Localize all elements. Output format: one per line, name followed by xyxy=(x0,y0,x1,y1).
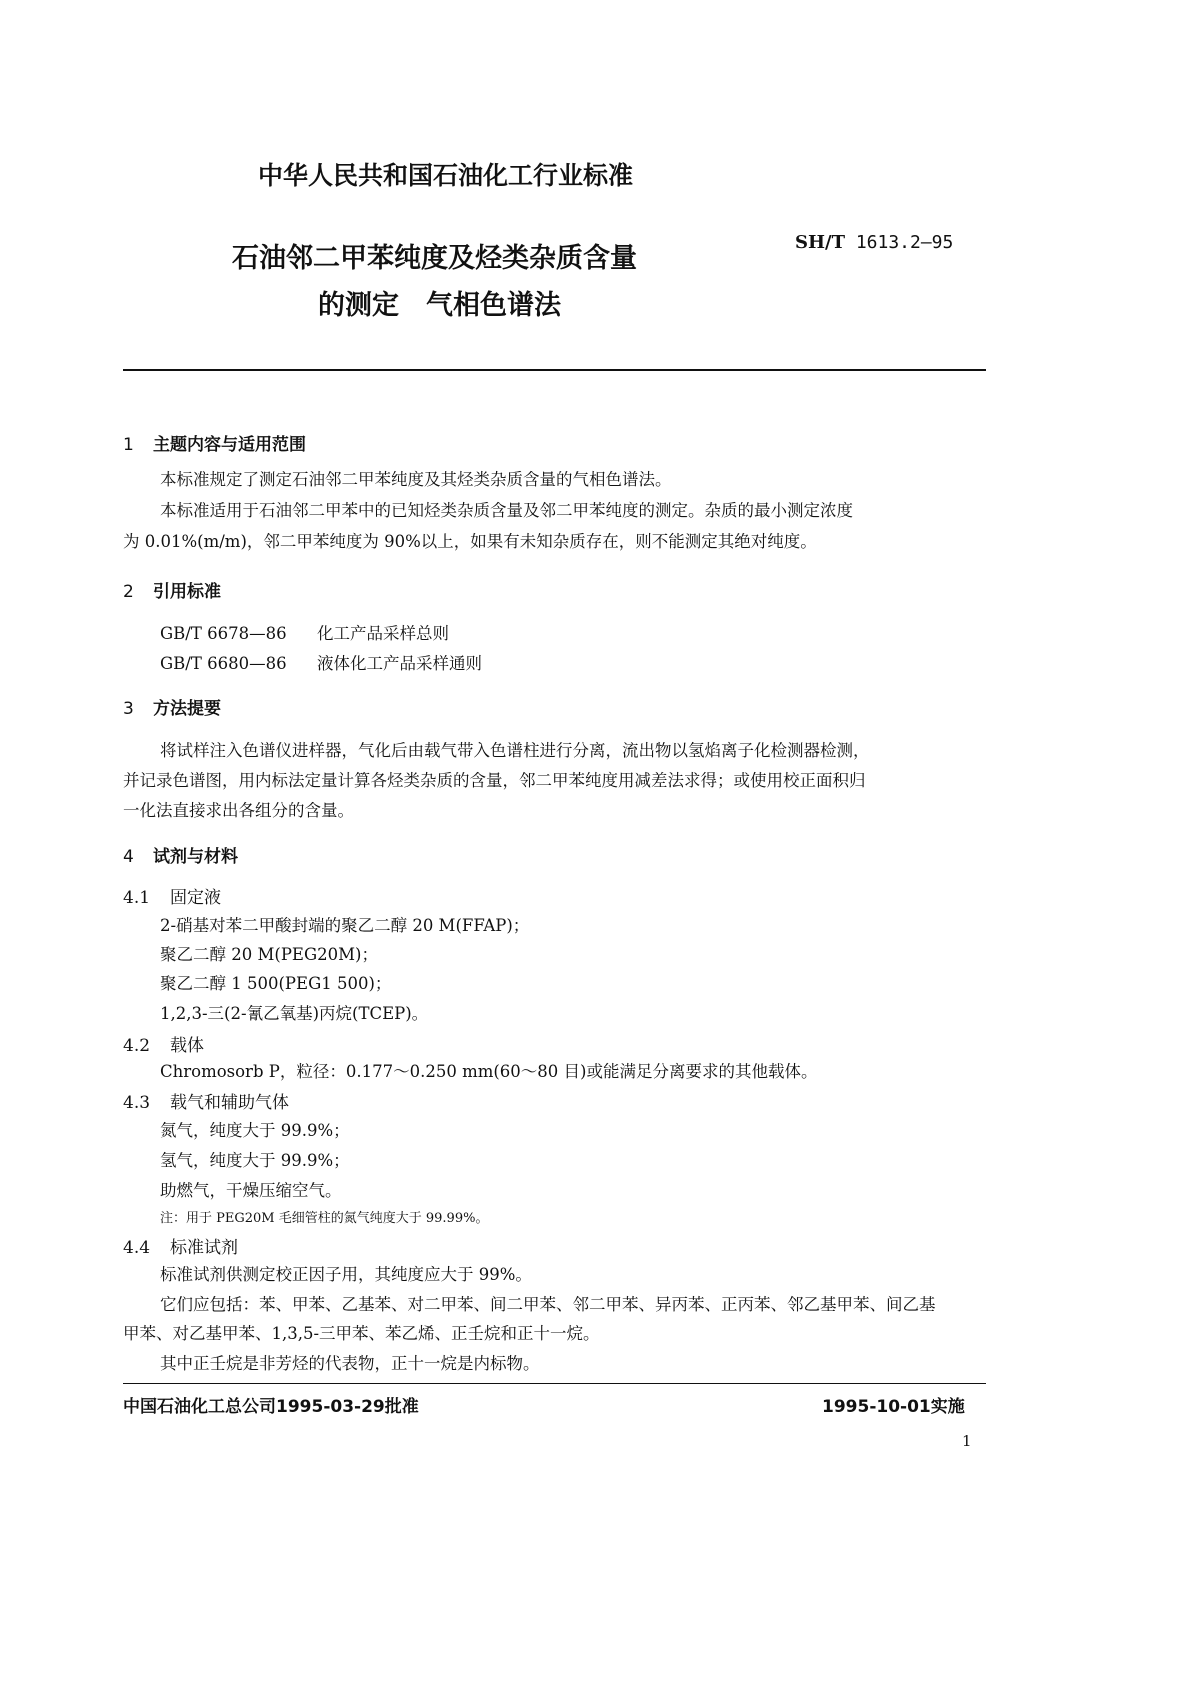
subsection-title: 载体 xyxy=(170,1036,204,1056)
subsection-number: 4.1 xyxy=(123,888,151,908)
effective-date: 1995-10-01实施 xyxy=(822,1397,965,1417)
gas-item: 氢气，纯度大于 99.9%； xyxy=(160,1151,350,1170)
s1-paragraph-1: 本标准规定了测定石油邻二甲苯纯度及其烃类杂质含量的气相色谱法。 xyxy=(160,470,672,489)
subsection-title: 载气和辅助气体 xyxy=(170,1093,289,1113)
section-title: 引用标准 xyxy=(153,582,221,602)
header-divider xyxy=(123,369,986,371)
s44-paragraph-3: 其中正壬烷是非芳烃的代表物，正十一烷是内标物。 xyxy=(160,1354,540,1373)
stationary-phase-item: 2-硝基对苯二甲酸封端的聚乙二醇 20 M(FFAP)； xyxy=(160,916,530,935)
reference-name: 化工产品采样总则 xyxy=(317,624,449,643)
reference-1 xyxy=(160,620,449,644)
section-number: 3 xyxy=(123,699,134,719)
stationary-phase-item: 聚乙二醇 20 M(PEG20M)； xyxy=(160,945,378,964)
approval-info: 中国石油化工总公司1995-03-29批准 xyxy=(123,1397,419,1417)
section-2-heading xyxy=(123,577,221,602)
reference-name: 液体化工产品采样通则 xyxy=(317,654,482,673)
gas-item: 助燃气，干燥压缩空气。 xyxy=(160,1181,342,1200)
section-title: 试剂与材料 xyxy=(153,847,238,867)
s1-paragraph-2-line2: 为 0.01%(m/m)，邻二甲苯纯度为 90%以上，如果有未知杂质存在，则不能测定其绝对纯度。 xyxy=(123,532,817,551)
standard-code xyxy=(795,232,953,253)
subsection-title: 标准试剂 xyxy=(170,1238,238,1258)
subsection-number: 4.3 xyxy=(123,1093,151,1113)
standard-number: 1613.2—95 xyxy=(855,232,954,253)
section-4-heading xyxy=(123,842,238,867)
section-number: 4 xyxy=(123,847,134,867)
footer-divider xyxy=(123,1383,986,1384)
subsection-4-3-heading xyxy=(123,1088,289,1113)
section-number: 2 xyxy=(123,582,134,602)
section-number: 1 xyxy=(123,435,134,455)
subsection-number: 4.2 xyxy=(123,1036,151,1056)
section-title: 主题内容与适用范围 xyxy=(153,435,306,455)
s3-line-1: 将试样注入色谱仪进样器，气化后由载气带入色谱柱进行分离，流出物以氢焰离子化检测器检测， xyxy=(160,741,870,760)
standard-prefix: SH/T xyxy=(795,232,845,253)
doc-title-line2: 的测定 气相色谱法 xyxy=(318,290,561,321)
support-text: Chromosorb P，粒径：0.177～0.250 mm(60～80 目)或能满足分离要求的其他载体。 xyxy=(160,1062,818,1081)
reference-code: GB/T 6680—86 xyxy=(160,654,287,673)
reference-2 xyxy=(160,650,482,674)
subsection-4-4-heading xyxy=(123,1233,238,1258)
subsection-4-2-heading xyxy=(123,1031,204,1056)
s44-paragraph-2-line2: 甲苯、对乙基甲苯、1,3,5-三甲苯、苯乙烯、正壬烷和正十一烷。 xyxy=(123,1324,600,1343)
org-title: 中华人民共和国石油化工行业标准 xyxy=(258,161,634,190)
section-title: 方法提要 xyxy=(153,699,221,719)
subsection-title: 固定液 xyxy=(170,888,221,908)
gas-item: 氮气，纯度大于 99.9%； xyxy=(160,1121,350,1140)
section-1-heading xyxy=(123,430,306,455)
page-number: 1 xyxy=(962,1432,972,1450)
reference-code: GB/T 6678—86 xyxy=(160,624,287,643)
subsection-number: 4.4 xyxy=(123,1238,151,1258)
subsection-4-1-heading xyxy=(123,883,221,908)
s1-paragraph-2-line1: 本标准适用于石油邻二甲苯中的已知烃类杂质含量及邻二甲苯纯度的测定。杂质的最小测定浓度 xyxy=(160,501,853,520)
s44-paragraph-1: 标准试剂供测定校正因子用，其纯度应大于 99%。 xyxy=(160,1265,532,1284)
doc-title-line1: 石油邻二甲苯纯度及烃类杂质含量 xyxy=(232,243,637,274)
s44-paragraph-2-line1: 它们应包括：苯、甲苯、乙基苯、对二甲苯、间二甲苯、邻二甲苯、异丙苯、正丙苯、邻乙基甲苯、间乙基 xyxy=(160,1295,936,1314)
stationary-phase-item: 聚乙二醇 1 500(PEG1 500)； xyxy=(160,974,392,993)
gas-note: 注：用于 PEG20M 毛细管柱的氮气纯度大于 99.99%。 xyxy=(160,1211,489,1226)
section-3-heading xyxy=(123,694,221,719)
stationary-phase-item: 1,2,3-三(2-氰乙氧基)丙烷(TCEP)。 xyxy=(160,1004,429,1023)
s3-line-3: 一化法直接求出各组分的含量。 xyxy=(123,801,354,820)
s3-line-2: 并记录色谱图，用内标法定量计算各烃类杂质的含量，邻二甲苯纯度用减差法求得；或使用校正面积归 xyxy=(123,771,866,790)
